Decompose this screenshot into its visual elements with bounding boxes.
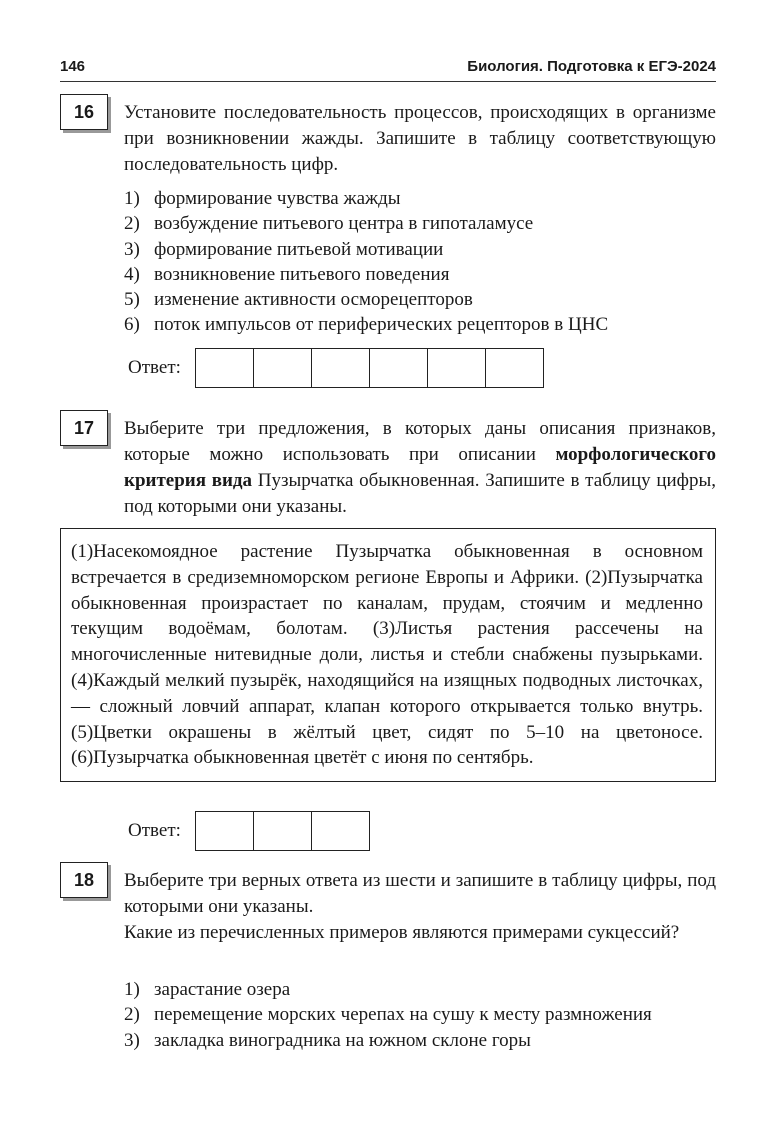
answer-cell[interactable] bbox=[254, 349, 312, 387]
question-number-18: 18 bbox=[60, 862, 108, 898]
list-item: 3) закладка виноградника на южном склоне горы bbox=[124, 1029, 531, 1051]
list-item: 2) перемещение морских черепах на сушу к месту размножения bbox=[124, 1004, 652, 1026]
answer-label: Ответ: bbox=[128, 820, 181, 841]
list-item: 1) формирование чувства жажды bbox=[124, 188, 401, 209]
list-item: 3) формирование питьевой мотивации bbox=[124, 238, 444, 260]
book-title: Биология. Подготовка к ЕГЭ-2024 bbox=[467, 58, 716, 75]
list-item: 1) зарастание озера bbox=[124, 979, 291, 1000]
question-18-text: Выберите три верных ответа из шести и запишите в таблицу цифры, под которыми они указаны. bbox=[124, 870, 716, 917]
list-item: 6) поток импульсов от периферических рецепторов в ЦНС bbox=[124, 314, 609, 336]
answer-grid-17 bbox=[195, 811, 370, 851]
list-item: 4) возникновение питьевого поведения bbox=[124, 263, 450, 285]
passage-box: (1)Насекомоядное растение Пузырчатка обыкновенная в основном встречается в средиземноморском регионе Европы и Африки. (2)Пузырчатка обыкновенная произрастает по каналам, прудам, стоячим и медленно текущим водоёмам, болотам. (3)Листья растения рассечены на многочисленные нитевидные доли, листья и стебли снабжены пузырьками. (4)Каждый мелкий пузырёк, находящийся на изящных подводных листочках, — сложный ловчий аппарат, клапан которого открывается только внутрь. (5)Цветки окрашены в жёлтый цвет, сидят по 5–10 на цветоносе. (6)Пузырчатка обыкновенная цветёт с июня по сентябрь. bbox=[60, 528, 716, 782]
answer-cell[interactable] bbox=[370, 349, 428, 387]
question-18-options bbox=[124, 977, 716, 1053]
answer-row-16 bbox=[128, 348, 544, 388]
answer-cell[interactable] bbox=[428, 349, 486, 387]
question-16-text: Установите последовательность процессов, происходящих в организме при возникновении жажды. Запишите в таблицу соответствующую последовательность цифр. bbox=[124, 102, 716, 175]
answer-cell[interactable] bbox=[196, 812, 254, 850]
answer-cell[interactable] bbox=[312, 812, 369, 850]
question-18-prompt: Какие из перечисленных примеров являются примерами сукцессий? bbox=[124, 922, 680, 943]
answer-cell[interactable] bbox=[312, 349, 370, 387]
answer-cell[interactable] bbox=[254, 812, 312, 850]
emphasis-text: морфологического критерия вида bbox=[124, 444, 716, 491]
page-header bbox=[60, 58, 716, 80]
list-item: 5) изменение активности осморецепторов bbox=[124, 289, 473, 311]
list-item: 2) возбуждение питьевого центра в гипоталамусе bbox=[124, 213, 534, 235]
header-divider bbox=[60, 81, 716, 82]
page-number: 146 bbox=[60, 58, 86, 75]
answer-grid-16 bbox=[195, 348, 544, 388]
answer-row-17 bbox=[128, 811, 370, 851]
question-17-text: Выберите три предложения, в которых даны описания признаков, которые можно использовать при описании морфологического критерия вида Пузырчатка обыкновенная. Запишите в таблицу цифры, под которыми они указаны. bbox=[124, 418, 717, 517]
answer-label: Ответ: bbox=[128, 357, 181, 378]
question-number-16: 16 bbox=[60, 94, 108, 130]
question-number-17: 17 bbox=[60, 410, 108, 446]
question-16-options bbox=[124, 186, 608, 338]
answer-cell[interactable] bbox=[486, 349, 543, 387]
answer-cell[interactable] bbox=[196, 349, 254, 387]
